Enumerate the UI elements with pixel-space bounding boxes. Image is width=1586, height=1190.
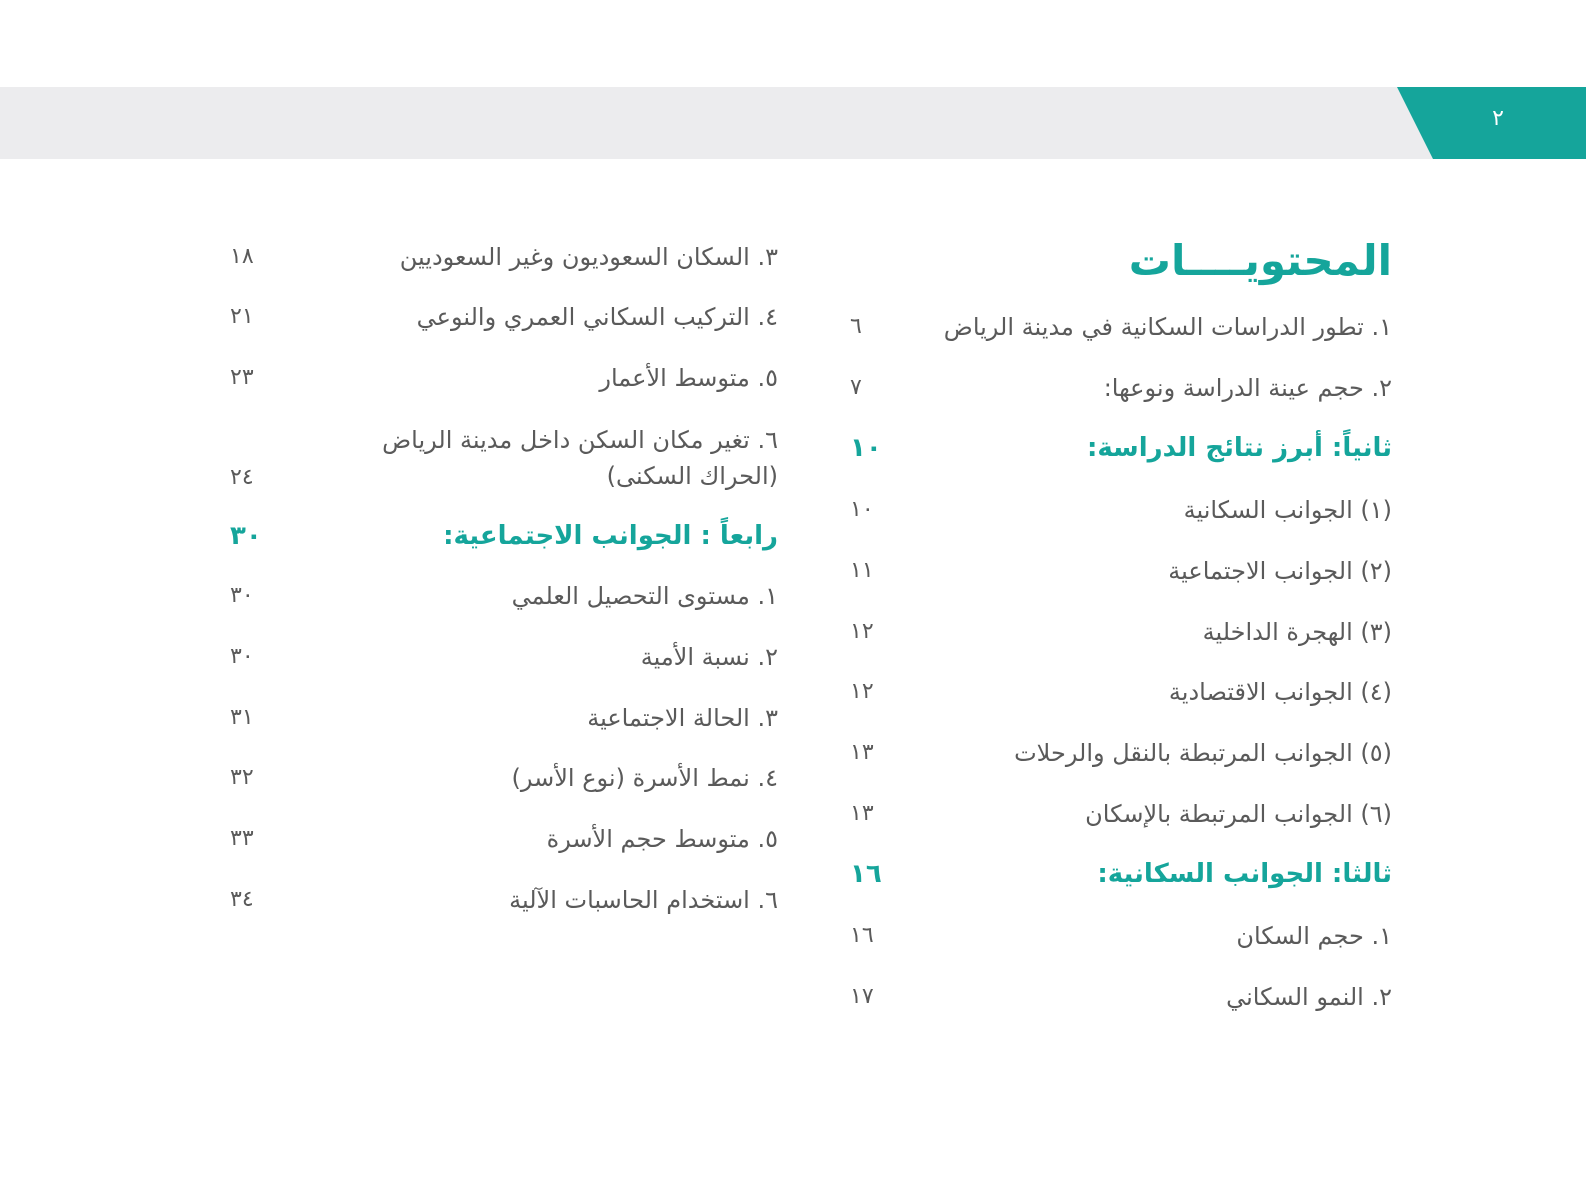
toc-entry-page: ٢٣ xyxy=(230,365,254,390)
toc-section-heading[interactable] xyxy=(850,428,1392,468)
toc-entry-title: ١. مستوى التحصيل العلمي xyxy=(511,582,778,610)
toc-entry-page: ٣٢ xyxy=(230,765,254,790)
toc-entry[interactable] xyxy=(850,916,1392,956)
toc-section-title: ثالثا: الجوانب السكانية: xyxy=(1097,859,1392,889)
toc-entry-page: ١٦ xyxy=(850,923,874,948)
page-number: ٢ xyxy=(1492,106,1504,131)
toc-section-title: ثانياً: أبرز نتائج الدراسة: xyxy=(1087,433,1392,463)
toc-entry-page: ٣٠ xyxy=(230,583,254,608)
toc-entry-page: ١٢ xyxy=(850,679,874,704)
toc-entry-title: ٣. السكان السعوديون وغير السعوديين xyxy=(399,243,778,271)
toc-section-page: ٣٠ xyxy=(230,521,262,551)
toc-entry[interactable] xyxy=(850,368,1392,408)
toc-entry-page: ١٧ xyxy=(850,984,874,1009)
toc-entry-title: ١. حجم السكان xyxy=(1236,922,1392,950)
toc-entry[interactable] xyxy=(850,733,1392,773)
toc-entry[interactable] xyxy=(850,977,1392,1017)
toc-entry-page: ٦ xyxy=(850,314,862,339)
toc-section-title: رابعاً : الجوانب الاجتماعية: xyxy=(443,521,778,551)
toc-entry-page: ٢٤ xyxy=(230,465,254,490)
toc-entry-title: ٥. متوسط حجم الأسرة xyxy=(546,825,778,853)
toc-entry[interactable] xyxy=(230,576,778,616)
toc-entry[interactable] xyxy=(850,307,1392,347)
toc-entry-title: ٢. نسبة الأمية xyxy=(640,643,778,671)
toc-entry-title: ٣. الحالة الاجتماعية xyxy=(587,704,778,732)
toc-entry-title: ٢. النمو السكاني xyxy=(1226,983,1392,1011)
toc-entry-page: ٣٤ xyxy=(230,887,254,912)
page-title: المحتويــــات xyxy=(1128,236,1392,285)
toc-entry-title: (٢) الجوانب الاجتماعية xyxy=(1168,557,1392,585)
toc-entry-page: ١٠ xyxy=(850,497,874,522)
toc-entry-page: ١٣ xyxy=(850,740,874,765)
toc-entry-title: (٣) الهجرة الداخلية xyxy=(1202,618,1392,646)
toc-section-heading[interactable] xyxy=(230,516,778,556)
toc-entry-page: ٢١ xyxy=(230,304,254,329)
toc-entry-title: ٢. حجم عينة الدراسة ونوعها: xyxy=(1103,374,1392,402)
toc-entry[interactable] xyxy=(850,551,1392,591)
toc-entry[interactable] xyxy=(230,698,778,738)
toc-entry[interactable] xyxy=(230,758,778,798)
toc-entry[interactable] xyxy=(230,422,778,498)
toc-entry-title-line1: ٦. تغير مكان السكن داخل مدينة الرياض xyxy=(382,426,778,454)
toc-entry[interactable] xyxy=(230,880,778,920)
toc-entry-title-line2: (الحراك السكنى) xyxy=(606,462,778,490)
toc-entry-title: ٤. نمط الأسرة (نوع الأسر) xyxy=(511,764,778,792)
toc-entry[interactable] xyxy=(230,637,778,677)
toc-section-heading[interactable] xyxy=(850,854,1392,894)
toc-entry-page: ١١ xyxy=(850,558,874,583)
toc-entry-title: ٦. استخدام الحاسبات الآلية xyxy=(509,886,778,914)
toc-entry-page: ٧ xyxy=(850,375,862,400)
toc-entry[interactable] xyxy=(230,237,778,277)
toc-entry-title: (٦) الجوانب المرتبطة بالإسكان xyxy=(1085,800,1392,828)
toc-entry[interactable] xyxy=(850,794,1392,834)
toc-entry-page: ١٢ xyxy=(850,619,874,644)
toc-entry[interactable] xyxy=(850,672,1392,712)
toc-entry-page: ٣٣ xyxy=(230,826,254,851)
toc-entry-page: ١٨ xyxy=(230,244,254,269)
toc-entry[interactable] xyxy=(850,612,1392,652)
toc-entry[interactable] xyxy=(230,819,778,859)
toc-entry[interactable] xyxy=(230,358,778,398)
header-band xyxy=(0,87,1586,159)
toc-entry-page: ٣٠ xyxy=(230,644,254,669)
toc-entry-title: (٤) الجوانب الاقتصادية xyxy=(1168,678,1392,706)
toc-entry-page: ١٣ xyxy=(850,801,874,826)
toc-entry-page: ٣١ xyxy=(230,705,254,730)
toc-entry-title: ٤. التركيب السكاني العمري والنوعي xyxy=(416,303,778,331)
toc-entry-title: (٥) الجوانب المرتبطة بالنقل والرحلات xyxy=(1014,739,1392,767)
toc-entry-title: ٥. متوسط الأعمار xyxy=(599,364,778,392)
toc-section-page: ١٦ xyxy=(850,859,882,889)
toc-entry[interactable] xyxy=(850,490,1392,530)
toc-entry-title: ١. تطور الدراسات السكانية في مدينة الرياض xyxy=(943,313,1392,341)
toc-entry[interactable] xyxy=(230,297,778,337)
toc-section-page: ١٠ xyxy=(850,433,882,463)
toc-entry-title: (١) الجوانب السكانية xyxy=(1183,496,1392,524)
